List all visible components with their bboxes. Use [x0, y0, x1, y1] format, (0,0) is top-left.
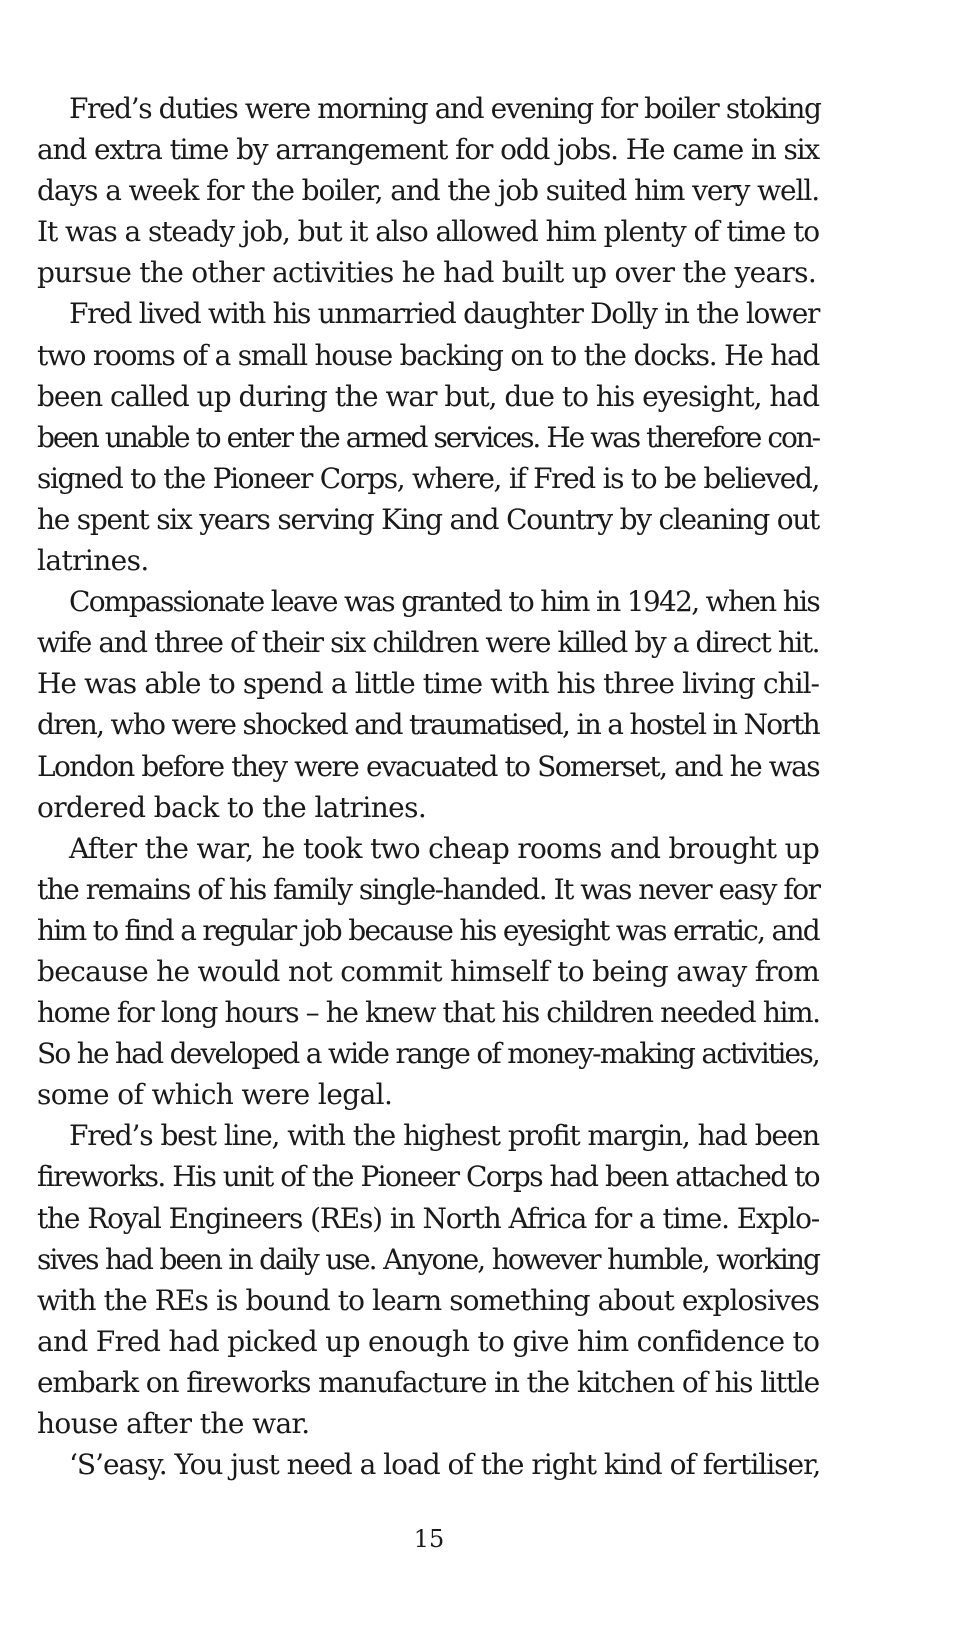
text-line: After the war, he took two cheap rooms and brought up [69, 831, 819, 865]
text-line: days a week for the boiler, and the job suited him very well. [37, 174, 819, 208]
text-line: He was able to spend a little time with his three living chil- [37, 667, 819, 701]
text-line: latrines. [37, 544, 149, 578]
text-line: been unable to enter the armed services. He was therefore con- [37, 420, 819, 454]
text-line: some of which were legal. [37, 1078, 393, 1112]
text-line: sives had been in daily use. Anyone, however humble, working [37, 1242, 819, 1276]
text-line: he spent six years serving King and Country by cleaning out [37, 502, 819, 536]
text-line: two rooms of a small house backing on to the docks. He had [37, 338, 819, 372]
paragraph-dolly-and-war [37, 293, 819, 581]
text-line: house after the war. [37, 1407, 310, 1440]
paragraph-fireworks [37, 1115, 819, 1444]
text-line: and extra time by arrangement for odd jobs. He came in six [37, 133, 819, 167]
text-line: the Royal Engineers (REs) in North Africa for a time. Explo- [37, 1201, 819, 1235]
paragraph-boiler-duties [37, 88, 819, 293]
text-line: home for long hours – he knew that his children needed him. [37, 996, 820, 1030]
text-line: dren, who were shocked and traumatised, in a hostel in North [37, 708, 819, 742]
paragraph-compassionate-leave [37, 581, 819, 828]
page-number: 15 [413, 1525, 445, 1553]
text-line: the remains of his family single-handed. It was never easy for [37, 872, 820, 906]
body-text [37, 88, 819, 1485]
text-line: ordered back to the latrines. [37, 790, 427, 824]
text-line: Compassionate leave was granted to him in 1942, when his [69, 585, 819, 619]
paragraph-dialogue [37, 1444, 819, 1485]
text-line: Fred’s best line, with the highest profit margin, had been [69, 1119, 819, 1153]
text-line: Fred’s duties were morning and evening for boiler stoking [69, 92, 821, 125]
text-line: because he would not commit himself to being away from [37, 954, 820, 988]
text-line: with the REs is bound to learn something about explosives [37, 1283, 820, 1317]
text-line: been called up during the war but, due to his eyesight, had [37, 379, 820, 413]
text-line: signed to the Pioneer Corps, where, if Fred is to be believed, [37, 461, 819, 495]
text-line: ‘S’easy. You just need a load of the right kind of fertiliser, [69, 1448, 821, 1482]
text-line: It was a steady job, but it also allowed him plenty of time to [37, 215, 819, 249]
text-line: embark on fireworks manufacture in the kitchen of his little [37, 1365, 819, 1399]
text-line: wife and three of their six children were killed by a direct hit. [37, 626, 819, 660]
text-line: So he had developed a wide range of money-making activities, [37, 1037, 819, 1071]
text-line: and Fred had picked up enough to give him confidence to [37, 1324, 820, 1358]
text-line: him to find a regular job because his eyesight was erratic, and [37, 913, 820, 947]
text-line: fireworks. His unit of the Pioneer Corps had been attached to [37, 1160, 819, 1194]
text-line: London before they were evacuated to Somerset, and he was [37, 749, 819, 783]
text-line: pursue the other activities he had built up over the years. [37, 256, 817, 290]
paragraph-after-the-war [37, 828, 819, 1116]
text-line: Fred lived with his unmarried daughter Dolly in the lower [69, 297, 820, 331]
